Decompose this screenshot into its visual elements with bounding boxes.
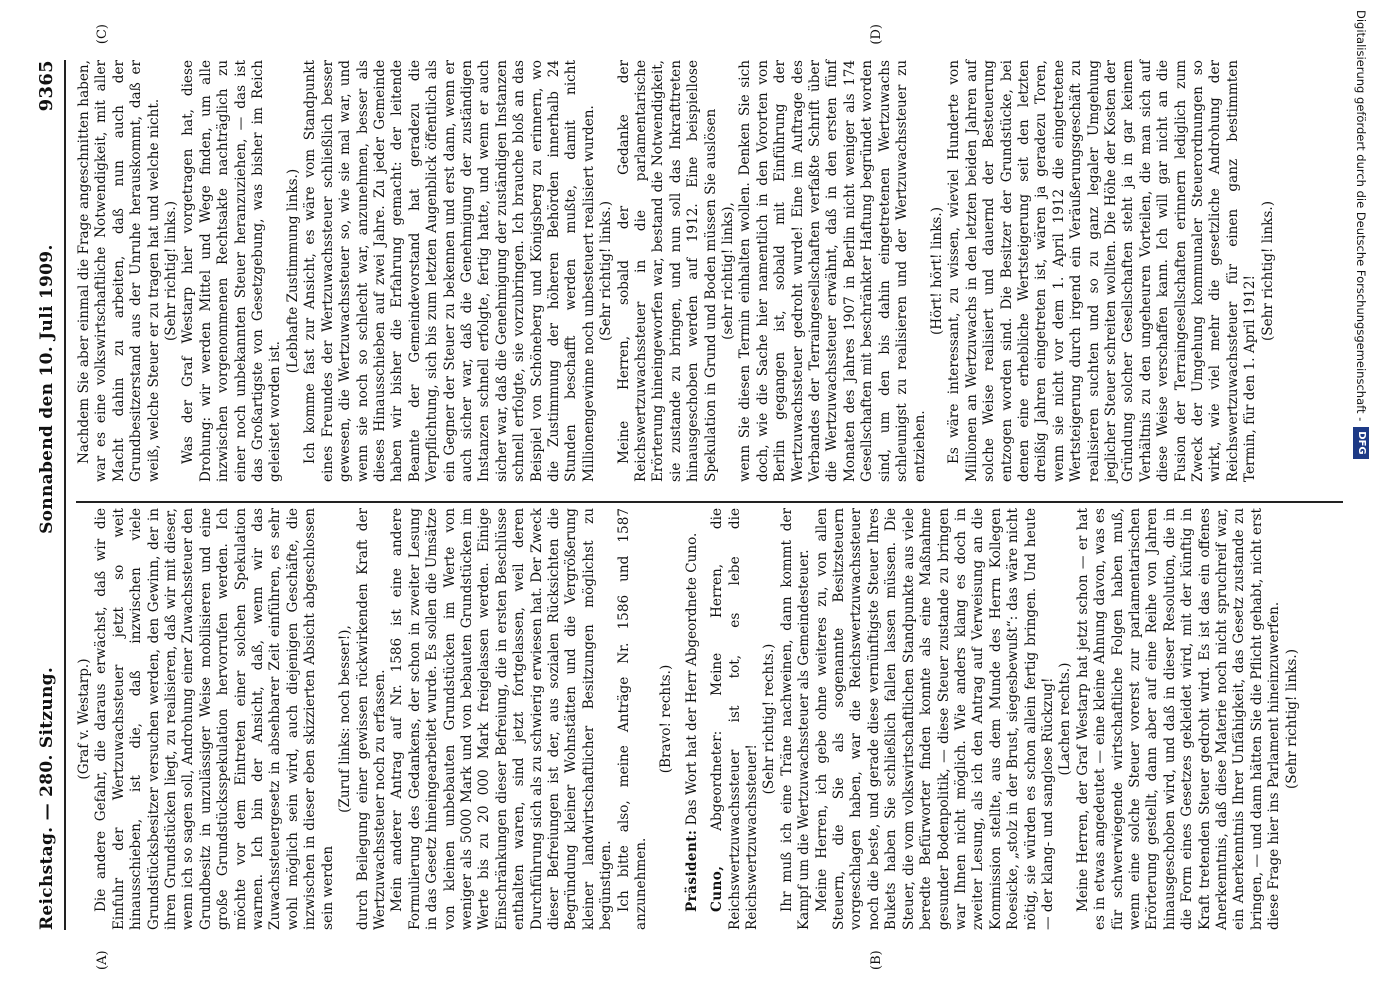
speaker-name: Präsident: <box>683 829 700 912</box>
interjection: (Bravo! rechts.) <box>658 664 675 774</box>
paragraph: Es wäre interessant, zu wissen, wieviel Hunderte von Millionen an Wertzuwachs in den letzten beiden Jahren auf solche Weise realisiert und dauernd der Besteuerung entzogen worden sind. Die Besitzer der Grundstücke, bei denen eine erhebliche Wertsteigerung seit den letzten dreißig Jahren eingetreten ist, wären ja geradezu Toren, wenn sie nicht vor dem 1. April 1912 die eingetretene Wertsteigerung durch irgend ein Veräußerungsgeschäft zu realisieren suchten und so zu ganz legaler Umgehung jeglicher Steuer schreiten wollten. Die Höhe der Kosten der Gründung solcher Gesellschaften steht ja in gar keinem Verhältnis zu den ungeheuren Vorteilen, die man sich auf diese Weise verschaffen kann. Ich will gar nicht an die Fusion der Terraingesellschaften erinnern lediglich zum Zweck der Umgehung kommunaler Steuerordnungen so wirkt, wie viel mehr die gesetzliche Androhung der Reichswertzuwachssteuer für einen ganz bestimmten Termin, für den 1. April 1912! <box>946 60 1259 482</box>
paragraph: Nachdem Sie aber einmal die Frage angeschnitten haben, war es eine volkswirtschaftliche Notwendigkeit, mit aller Macht dahin zu arbeiten, daß nun auch der Grundbesitzerstand aus der Unruhe herauskommt, daß er weiß, welche Steuer er zu tragen hat und welche nicht. <box>76 60 162 482</box>
spacer <box>701 508 709 930</box>
interjection: (Hört! hört! links.) <box>928 206 945 336</box>
interjection: (sehr richtig! links), <box>720 202 737 340</box>
speaker-line <box>709 508 761 930</box>
paragraph: Meine Herren, der Graf Westarp hat jetzt schon — er hat es in etwas angedeutet — eine kleine Ahnung davon, was es für schwerwiegende wirtschaftliche Folgen haben muß, wenn eine solche Steuer vorerst zur parlamentarischen Erörterung gestellt, dann aber auf eine Reihe von Jahren hinausgeschoben wird, und daß in dieser Resolution, die in die Form eines Gesetzes gekleidet wird, mit der künftig in Kraft tretenden Steuer gedroht wird. Es ist das ein offenes Anerkenntnis, daß diese Materie noch nicht spruchreif war, ein Anerkenntnis Ihrer Unfähigkeit, das Gesetz zustande zu bringen, — und dann hätten Sie die Pflicht gehabt, nicht erst diese Frage hier ins Parlament hineinzuwerfen. <box>1074 508 1283 930</box>
margin-mark-a: (A) <box>95 950 110 970</box>
speaker-continuation: (Graf v. Westarp.) <box>76 658 92 780</box>
speaker-name: Cuno, <box>709 865 726 912</box>
interjection: (Sehr richtig! links.) <box>598 200 615 342</box>
dfg-logo: DFG <box>1353 427 1369 458</box>
paragraph: durch Beilegung einer gewissen rückwirkenden Kraft der Wertzuwachssteuer noch zu erfassen. <box>354 508 388 930</box>
margin-mark-c: (C) <box>95 24 110 45</box>
paragraph: Meine Herren, ich gebe ohne weiteres zu, von allen Steuern, die Sie als sogenannte Besitzsteuern vorgeschlagen haben, war die Reichswertzuwachssteuer noch die beste, und gerade diese vernünftigste Steuer Ihres Bukets haben Sie schließlich fallen lassen müssen. Die Steuer, die vom volkswirtschaftlichen Standpunkte aus viele beredte Befürworter finden konnte als eine Maßnahme gesunder Bodenpolitik, — diese Steuer zustande zu bringen war Ihnen nicht möglich. Wie anders klang es doch in zweiter Lesung, als ich den Antrag auf Verweisung an die Kommission stellte, aus dem Munde des Herrn Kollegen Roesicke, „stolz in der Brust, siegesbewußt“: das wäre nicht nötig, sie würden es schon allein fertig bringen. Und heute — der klang- und sanglose Rückzug! <box>813 508 1056 930</box>
paragraph: Ich bitte also, meine Anträge Nr. 1586 und 1587 anzunehmen. <box>615 508 649 930</box>
interjection: (Sehr richtig! links.) <box>1283 648 1300 790</box>
running-head <box>36 60 62 930</box>
paragraph: Mein anderer Antrag auf Nr. 1586 ist eine andere Formulierung des Gedankens, der schon in zweiter Lesung in das Gesetz hineingearbeitet wurde. Es sollen die Umsätze von kleinen unbebauten Grundstücken im Werte von weniger als 5000 Mark und von bebauten Grundstücken im Werte bis zu 20 000 Mark freigelassen werden. Einige Einschränkungen dieser Befreiung, die in ersten Beschlüsse enthalten waren, sind jetzt fortgelassen, weil deren Durchführung sich als zu schwierig erwiesen hat. Der Zweck dieser Befreiungen ist der, aus sozialen Rücksichten die Begründung kleiner Wohnstätten und die Vergrößerung kleiner landwirtschaftlicher Besitzungen möglichst zu begünstigen. <box>389 508 615 930</box>
digitization-note <box>1352 10 1378 990</box>
header-center: Sonnabend den 10. Juli 1909. <box>37 244 57 534</box>
funding-credit: Digitalisierung gefördert durch die Deutsche Forschungsgemeinschaft - <box>1354 10 1368 422</box>
interjection: (Lebhafte Zustimmung links.) <box>284 168 301 374</box>
interjection: (Zuruf links: noch besser!), <box>337 625 354 813</box>
interjection: (Sehr richtig! rechts.) <box>761 643 778 795</box>
paragraph: wenn Sie diesen Termin einhalten wollen. Denken Sie sich doch, wie die Sache hier namentlich in den Vororten von Berlin gegangen ist, sobald mit Einführung der Wertzuwachssteuer gedroht wurde! Eine im Auftrage des Verbandes der Terraingesellschaften verfaßte Schrift über die Wertzuwachssteuer erwähnt, daß in den ersten fünf Monaten des Jahres 1907 in Berlin nicht weniger als 174 Gesellschaften mit beschränkter Haftung begründet worden sind, um den bis dahin eingetretenen Wertzuwachs schleunigst zu realisieren und der Wertzuwachssteuer zu entziehen. <box>737 60 928 482</box>
paragraph: Was der Graf Westarp hier vorgetragen hat, diese Drohung: wir werden Mittel und Wege finden, um alle inzwischen vorgenommenen Rechtsakte nachträglich zu einer noch unbekannten Steuer heranzuziehen, — das ist das Großartigste von Gesetzgebung, was bisher im Reich geleistet worden ist. <box>180 60 284 482</box>
left-column <box>76 508 1343 970</box>
spacer <box>650 508 658 930</box>
paragraph: Ich komme fast zur Ansicht, es wäre vom Standpunkt eines Freundes der Wertzuwachssteuer schließlich besser gewesen, die Wertzuwachssteuer so, wie sie mal war, und wenn sie noch so schlecht war, anzunehmen, besser als dieses Hinausschieben auf zwei Jahre. Zu jeder Gemeinde haben wir bisher die Erfahrung gemacht: der leitende Beamte der Gemeindevorstand hat geradezu die Verpflichtung, sich bis zum letzten Augenblick öffentlich als ein Gegner der Steuer zu bekennen und erst dann, wenn er auch sicher war, daß die Genehmigung der zuständigen Instanzen schnell erfolgte, fertig hatte, und wenn er auch sicher war, daß die Genehmigung der zuständigen Instanzen schnell erfolgte, sie vorzubringen. Ich brauche bloß an das Beispiel von Schöneberg und Königsberg zu erinnern, wo die Zustimmung der höheren Behörden innerhalb 24 Stunden beschafft werden mußte, damit nicht Millionengewinne noch unbesteuert realisiert wurden. <box>302 60 597 482</box>
page-number: 9365 <box>36 60 57 112</box>
right-column <box>76 24 1343 482</box>
interjection: (Sehr richtig! links.) <box>163 200 180 342</box>
header-left: Reichstag. — 280. Sitzung. <box>37 666 57 930</box>
interjection: (Sehr richtig! links.) <box>1259 200 1276 342</box>
paragraph: Ihr muß ich eine Träne nachweinen, dann kommt der Kampf um die Wertzuwachssteuer als Gemeindesteuer. <box>778 508 813 930</box>
speech-text: Das Wort hat der Herr Abgeordnete Cuno. <box>683 532 700 826</box>
paragraph: Die andere Gefahr, die daraus erwächst, daß wir die Einfuhr der Wertzuwachssteuer jetzt so weit hinausschieben, ist die, daß inzwischen viele Grundstücksbesitzer versuchen werden, den Gewinn, der in ihren Grundstücken liegt, zu realisieren, daß wir mit dieser, wenn ich so sagen soll, Androhung einer Zuwachssteuer den Grundbesitz in unzulässiger Weise mobilisieren und eine große Grundstücksspekulation hervorrufen werden. Ich möchte vor dem Eintreten einer solchen Spekulation warnen. Ich bin der Ansicht, daß, wenn wir das Zuwachssteuergesetz in absehbarer Zeit einführen, es sehr wohl möglich sein wird, auch diejenigen Geschäfte, die inzwischen in dieser eben skizzierten Absicht abgeschlossen sein werden <box>93 508 336 930</box>
interjection: (Lachen rechts.) <box>1057 662 1074 776</box>
paragraph: Meine Herren, sobald der Gedanke der Reichswertzuwachssteuer in die parlamentarische Erörterung hineingeworfen war, bestand die Notwendigkeit, sie zustande zu bringen, und nun soll das Inkrafttreten hinausgeschoben werden auf 1912. Eine beispiellose Spekulation in Grund und Boden müssen Sie auslösen <box>615 60 719 482</box>
text-columns <box>76 24 1343 970</box>
margin-mark-d: (D) <box>869 24 884 45</box>
digitization-note-text <box>1348 10 1374 990</box>
president-line <box>684 508 701 930</box>
speech-text: Abgeordneter: Meine Herren, die Reichswertzuwachssteuer ist tot, es lebe die Reichswertzuwachssteuer! <box>709 508 761 930</box>
spacer <box>676 508 684 930</box>
margin-mark-b: (B) <box>869 950 884 970</box>
header-rule <box>64 60 66 930</box>
